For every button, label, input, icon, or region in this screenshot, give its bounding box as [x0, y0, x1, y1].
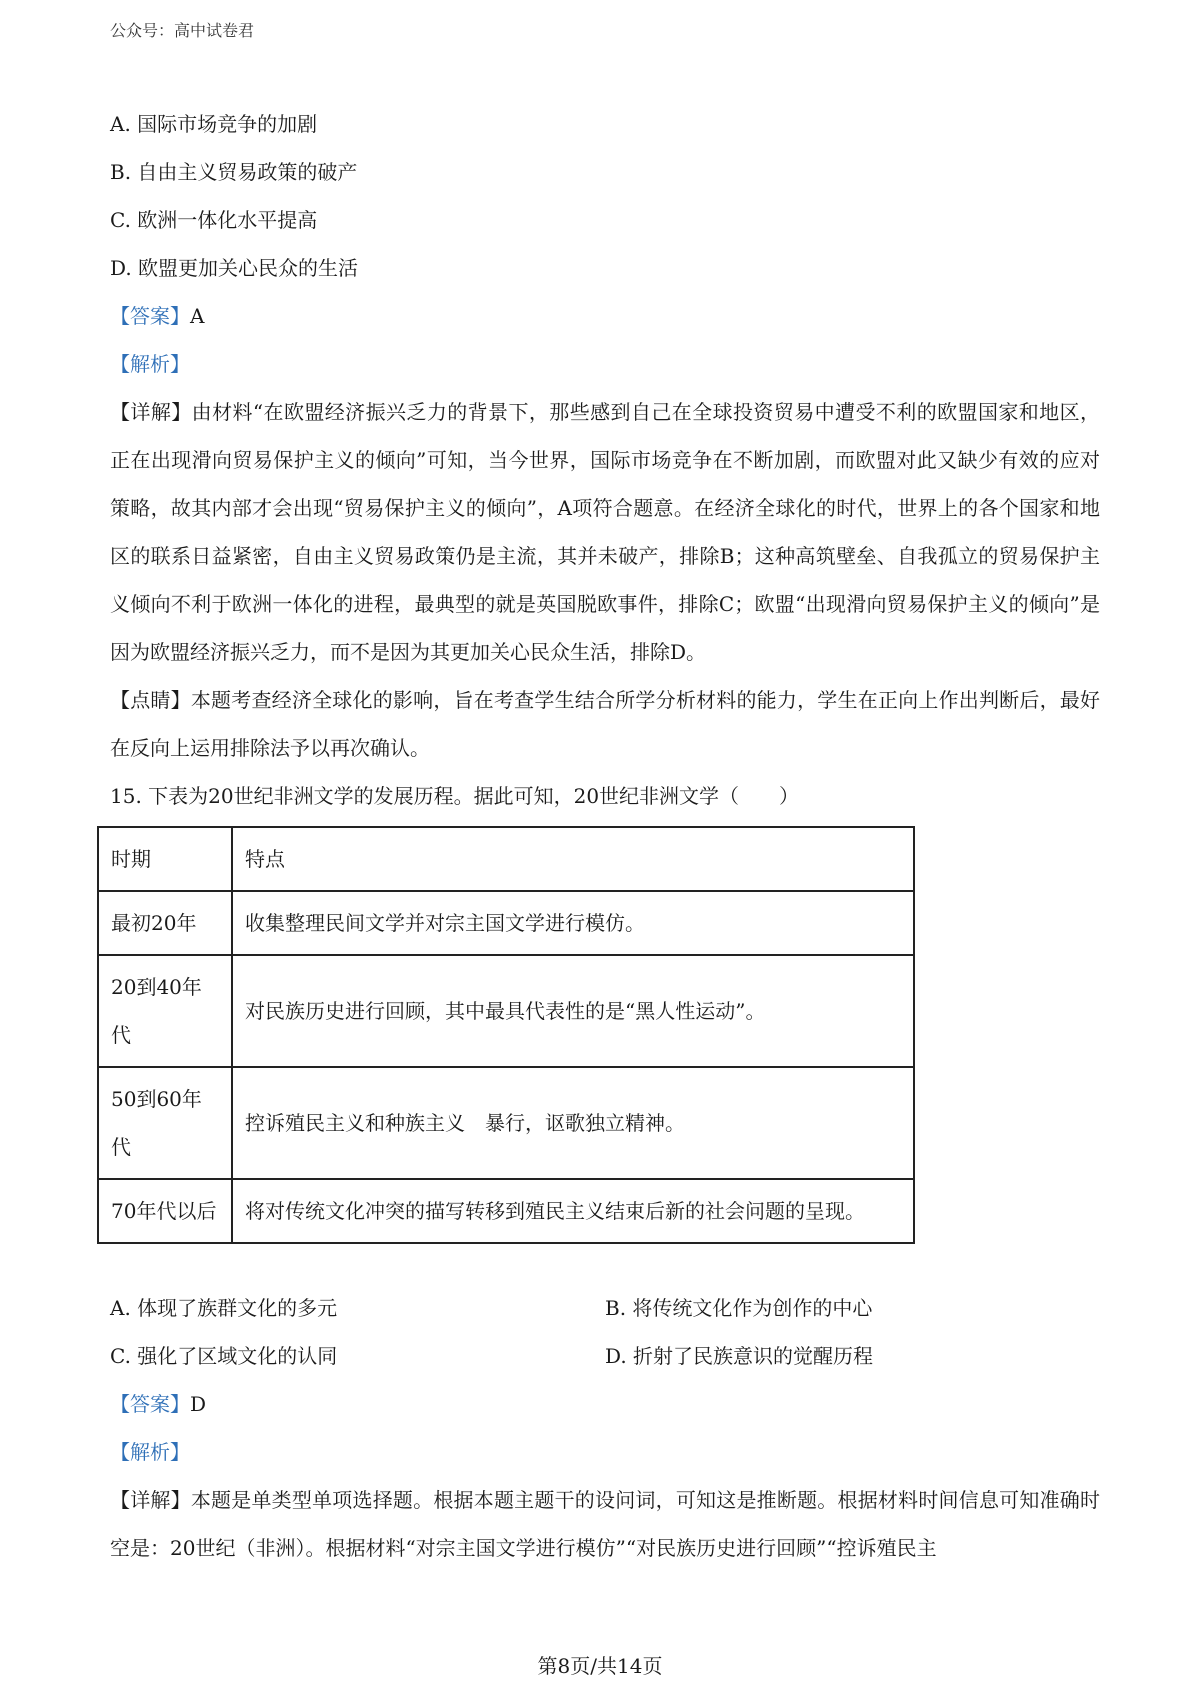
note-tag: 【点睛】 [110, 688, 191, 712]
q15-option-d: D. 折射了民族意识的觉醒历程 [605, 1344, 874, 1368]
q15-option-b: B. 将传统文化作为创作的中心 [605, 1296, 873, 1320]
detail-tag: 【详解】 [110, 400, 192, 424]
table-cell-feature: 收集整理民间文学并对宗主国文学进行模仿。 [232, 891, 914, 955]
note-text: 本题考查经济全球化的影响，旨在考查学生结合所学分析材料的能力，学生在正向上作出判断后，最好在反向上运用排除法予以再次确认。 [110, 688, 1101, 760]
answer-value: A [190, 304, 205, 328]
detail-text: 由材料“在欧盟经济振兴乏力的背景下，那些感到自己在全球投资贸易中遭受不利的欧盟国家和地区，正在出现滑向贸易保护主义的倾向”可知，当今世界，国际市场竞争在不断加剧，而欧盟对此又缺少有效的应对策略，故其内部才会出现“贸易保护主义的倾向”，A项符合题意。在经济全球化的时代，世界上的各个国家和地区的联系日益紧密，自由主义贸易政策仍是主流，其并未破产，排除B；这种高筑壁垒、自我孤立的贸易保护主义倾向不利于欧洲一体化的进程，最典型的就是英国脱欧事件，排除C；欧盟“出现滑向贸易保护主义的倾向”是因为欧盟经济振兴乏力，而不是因为其更加关心民众生活，排除D。 [110, 400, 1100, 664]
q15-options-row-1 [110, 1284, 1100, 1332]
q14-option-a: A. 国际市场竞争的加剧 [110, 112, 318, 136]
q15-analysis-heading [110, 1428, 1100, 1476]
detail-text: 本题是单类型单项选择题。根据本题主题干的设问词，可知这是推断题。根据材料时间信息可知准确时空是：20世纪（非洲）。根据材料“对宗主国文学进行模仿”“对民族历史进行回顾”“控诉殖民主 [110, 1488, 1101, 1560]
table-cell-period: 50到60年代 [98, 1067, 232, 1179]
analysis-tag: 【解析】 [110, 352, 190, 376]
table-header-feature: 特点 [232, 827, 914, 891]
table-cell-period: 70年代以后 [98, 1179, 232, 1243]
page-number-footer: 第8页/共14页 [537, 1654, 663, 1678]
q15-answer [110, 1380, 1100, 1428]
table-row [98, 891, 914, 955]
table-header-period: 时期 [98, 827, 232, 891]
table-row [98, 1067, 914, 1179]
q14-analysis-heading [110, 340, 1100, 388]
q14-option-b: B. 自由主义贸易政策的破产 [110, 160, 358, 184]
page-content [110, 100, 1100, 1572]
table-cell-period: 20到40年代 [98, 955, 232, 1067]
analysis-tag: 【解析】 [110, 1440, 190, 1464]
table-row [98, 955, 914, 1067]
table-cell-feature: 将对传统文化冲突的描写转移到殖民主义结束后新的社会问题的呈现。 [232, 1179, 914, 1243]
table-row [98, 1179, 914, 1243]
answer-tag: 【答案】 [110, 1392, 190, 1416]
table-cell-feature: 对民族历史进行回顾，其中最具代表性的是“黑人性运动”。 [232, 955, 914, 1067]
q14-detail [110, 388, 1100, 676]
detail-tag: 【详解】 [110, 1488, 191, 1512]
q14-option-c: C. 欧洲一体化水平提高 [110, 208, 318, 232]
q15-option-c: C. 强化了区域文化的认同 [110, 1344, 338, 1368]
q15-detail [110, 1476, 1100, 1572]
header-note: 公众号：高中试卷君 [110, 21, 255, 40]
answer-value: D [190, 1392, 207, 1416]
q14-option-d: D. 欧盟更加关心民众的生活 [110, 256, 359, 280]
q15-options-row-2 [110, 1332, 1100, 1380]
q14-answer [110, 292, 1100, 340]
q15-option-a: A. 体现了族群文化的多元 [110, 1296, 338, 1320]
q14-note [110, 676, 1100, 772]
table-cell-feature: 控诉殖民主义和种族主义 暴行，讴歌独立精神。 [232, 1067, 914, 1179]
table-cell-period: 最初20年 [98, 891, 232, 955]
literature-stages-table [97, 826, 915, 1244]
q15-title: 15. 下表为20世纪非洲文学的发展历程。据此可知，20世纪非洲文学（ ） [110, 784, 800, 808]
answer-tag: 【答案】 [110, 304, 190, 328]
table-header-row [98, 827, 914, 891]
